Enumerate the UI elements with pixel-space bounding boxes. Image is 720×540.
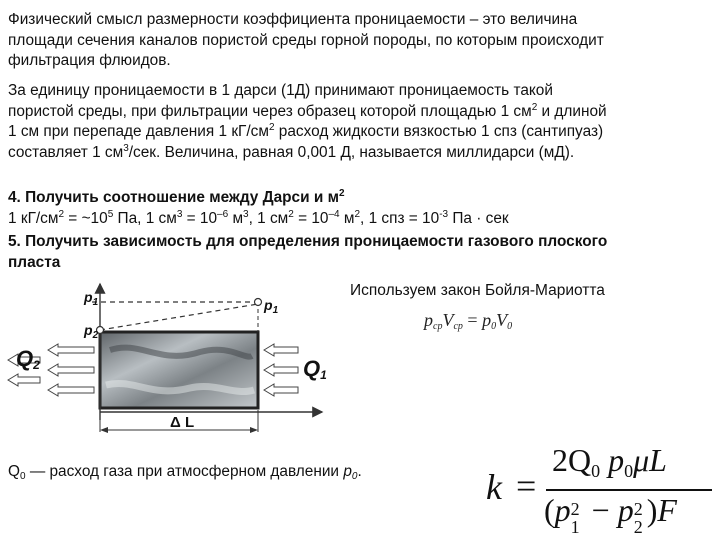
label-p1-left: $p_1$ — [84, 289, 99, 308]
q0-definition: $Q_0$ — расход газа при атмосферном давлении $p_0$. — [8, 463, 362, 482]
intro-line-3: фильтрация флюидов. — [8, 52, 171, 69]
darcy-line-1: За единицу проницаемости в 1 дарси (1Д) принимают проницаемость такой — [8, 82, 553, 99]
intro-line-1: Физический смысл размерности коэффициента проницаемости – это величина — [8, 11, 578, 28]
unit-conversions: 1 $кГ/см^2$ = $\sim 10^5$ Па, 1 $см^3 = 10^{-6}$ $м^3$, 1 $см^2 = 10^{-4}$ $м^2$, 1 спз = $10^{-3}$ Па · сек — [8, 208, 509, 227]
boyle-equation: $p_{ср}V_{ср} = p_0V_0$ — [424, 310, 513, 332]
darcy-definition — [8, 81, 714, 163]
permeability-formula — [486, 442, 716, 537]
intro-paragraph — [8, 10, 714, 72]
darcy-line-4: составляет 1 $см^3$/сек. Величина, равная 0,001 Д, называется миллидарси (мД). — [8, 142, 575, 161]
item-5-line-2: пласта — [8, 253, 61, 271]
formula-numerator: $2Q_0$ $p_0\mu L$ — [552, 442, 667, 481]
intro-line-2: площади сечения каналов пористой среды горной породы, по которым происходит — [8, 31, 604, 49]
item-4-title: 4. Получить соотношение между Дарси и $м^2$ — [8, 188, 345, 206]
p1-point — [255, 299, 262, 306]
core-sample-diagram — [0, 280, 330, 440]
inflow-arrows — [264, 344, 298, 396]
darcy-line-3: 1 см при перепаде давления 1 $кГ/см^2$ расход жидкости вязкостью 1 спз (сантипуаз) — [8, 122, 604, 140]
formula-k: k — [486, 467, 502, 507]
fraction-bar — [546, 489, 712, 491]
label-p1-right: $p_1$ — [264, 297, 279, 316]
label-p2: $p_2$ — [84, 322, 99, 341]
item-4 — [8, 188, 714, 229]
item-5 — [8, 232, 714, 273]
core-sample — [100, 332, 258, 408]
darcy-line-2: пористой среды, при фильтрации через образец которой площадью 1 $см^2$ и длиной — [8, 101, 607, 120]
item-5-line-1: 5. Получить зависимость для определения проницаемости газового плоского — [8, 233, 608, 250]
boyle-caption: Используем закон Бойля-Мариотта — [350, 282, 605, 299]
label-q1: $Q_1$ — [303, 356, 327, 382]
formula-equals: = — [516, 466, 537, 506]
formula-denominator: (p 2 1 − p 2 2 )F — [544, 492, 677, 537]
label-delta-l: Δ L — [170, 414, 195, 431]
label-q2: $Q_2$ — [16, 346, 40, 372]
